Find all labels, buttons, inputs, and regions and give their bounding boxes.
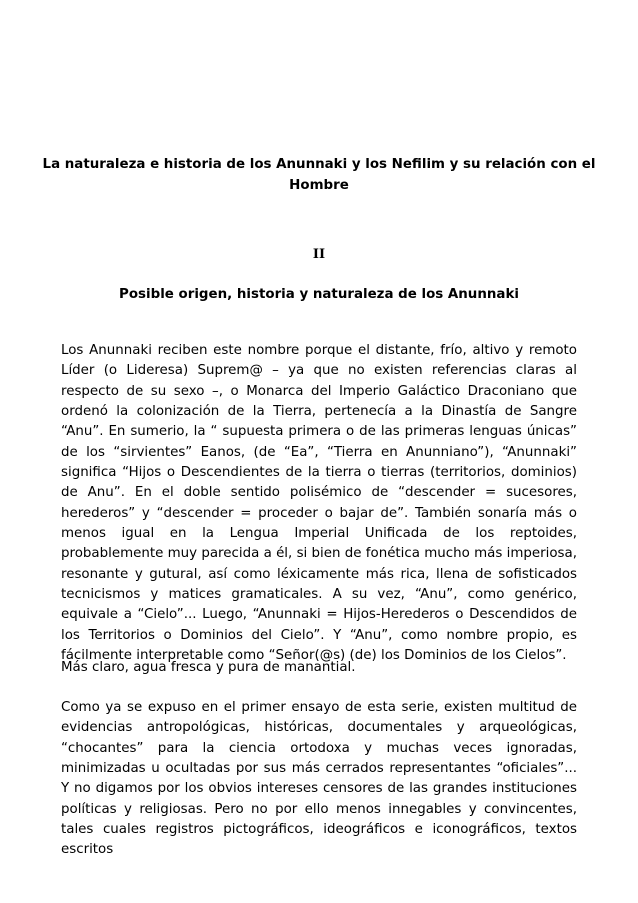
paragraph: Más claro, agua fresca y pura de manantial. bbox=[61, 660, 356, 675]
section-number: II bbox=[312, 247, 326, 262]
paragraph: Los Anunnaki reciben este nombre porque el distante, frío, altivo y remoto Líder (o Lideresa) Suprem@ – ya que no existen referencias claras al respecto de su sexo –, o Monarca del Imperio Galáctico Draconiano que ordenó la colonización de la Tierra, pertenecía a la Dinastía de Sangre “Anu”. En sumerio, la “ supuesta primera o de las primeras lenguas únicas” de los “sirvientes” Eanos, (de “Ea”, “Tierra en Anunniano”), “Anunnaki” significa “Hijos o Descendientes de la tierra o tierras (territorios, dominios) de Anu”. En el doble sentido polisémico de “descender = sucesores, herederos” y “descender = proceder o bajar de”. También sonaría más o menos igual en la Lengua Imperial Unificada de los reptoides, probablemente muy parecida a él, si bien de fonética mucho más imperiosa, resonante y gutural, así como léxicamente más rica, llena de sofisticados tecnicismos y matices gramaticales. A su vez, “Anu”, como genérico, equivale a “Cielo”... Luego, “Anunnaki = Hijos-Herederos o Descendidos de los Territorios o Dominios del Cielo”. Y “Anu”, como nombre propio, es fácilmente interpretable como “Señor(@s) (de) los Dominios de los Cielos”. bbox=[61, 343, 577, 664]
document-title: La naturaleza e historia de los Anunnaki y los Nefilim y su relación con el Hombre bbox=[42, 157, 596, 193]
paragraph: Como ya se expuso en el primer ensayo de esta serie, existen multitud de evidencias antropológicas, históricas, documentales y arqueológicas, “chocantes” para la ciencia ortodoxa y muchas veces ignoradas, minimizadas u ocultadas por sus más cerrados representantes “oficiales”... Y no digamos por los obvios intereses censores de las grandes instituciones políticas y religiosas. Pero no por ello menos innegables y convincentes, tales cuales registros pictográficos, ideográficos e iconográficos, textos escritos bbox=[61, 700, 577, 858]
section-title: Posible origen, historia y naturaleza de los Anunnaki bbox=[119, 287, 519, 302]
